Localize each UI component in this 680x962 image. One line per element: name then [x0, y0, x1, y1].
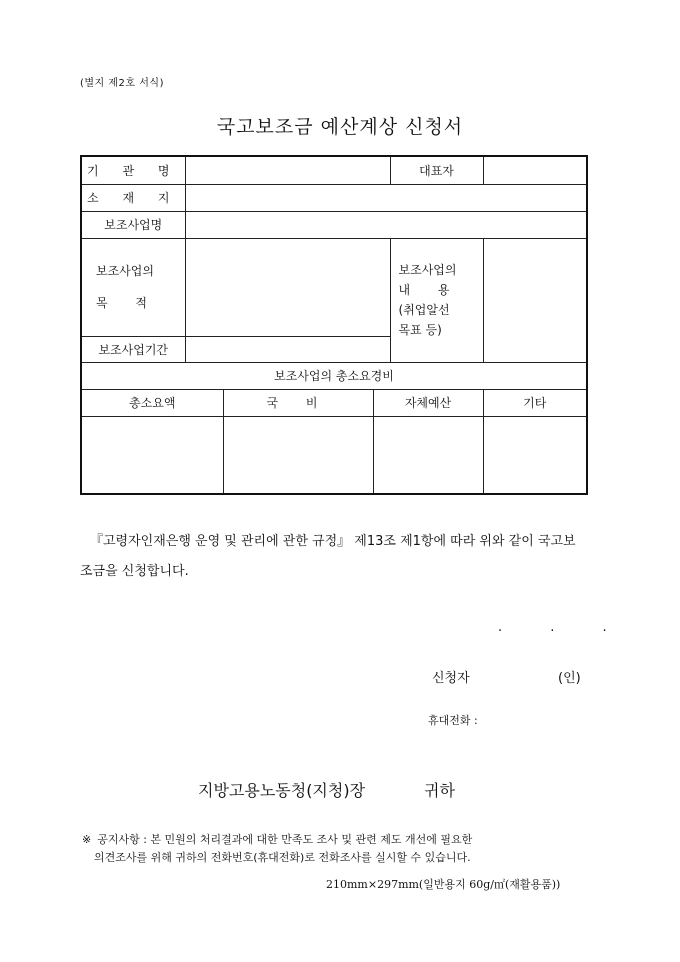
other-value[interactable]	[483, 416, 587, 494]
seal-label: (인)	[558, 671, 581, 686]
institution-label: 기 관 명	[81, 156, 185, 184]
phone-label: 휴대전화 :	[428, 714, 478, 727]
representative-label: 대표자	[390, 156, 483, 184]
purpose-label	[81, 238, 185, 336]
project-name-label: 보조사업명	[81, 211, 185, 238]
form-number: (별지 제2호 서식)	[80, 78, 164, 89]
date-field[interactable]: . . .	[498, 620, 629, 635]
purpose-label-line2: 목 적	[96, 296, 159, 310]
col-national-header: 국 비	[223, 389, 373, 416]
application-table	[80, 155, 588, 495]
content-label-line4: 목표 등)	[398, 323, 442, 337]
total-value[interactable]	[81, 416, 223, 494]
col-total-header: 총소요액	[81, 389, 223, 416]
content-label-line1: 보조사업의	[398, 263, 457, 277]
self-value[interactable]	[373, 416, 483, 494]
body-text: 『고령자인재은행 운영 및 관리에 관한 규정』 제13조 제1항에 따라 위와 같이 국고보조금을 신청합니다.	[80, 534, 576, 579]
notice-line2: 의견조사를 위해 귀하의 전화번호(휴대전화)로 전화조사를 실시할 수 있습니다.	[94, 851, 471, 864]
col-self-header: 자체예산	[373, 389, 483, 416]
notice-mark: ※	[82, 833, 92, 846]
purpose-value[interactable]	[185, 238, 390, 336]
notice-line1: 공지사항 : 본 민원의 처리결과에 대한 만족도 조사 및 관련 제도 개선에 필요한	[97, 833, 473, 846]
total-cost-header: 보조사업의 총소요경비	[81, 362, 587, 389]
representative-value[interactable]	[483, 156, 587, 184]
institution-value[interactable]	[185, 156, 390, 184]
addressee-suffix: 귀하	[424, 781, 455, 800]
period-label: 보조사업기간	[81, 336, 185, 362]
notice	[82, 831, 602, 867]
national-value[interactable]	[223, 416, 373, 494]
col-other-header: 기타	[483, 389, 587, 416]
content-label	[390, 238, 483, 362]
location-value[interactable]	[185, 184, 587, 211]
period-value[interactable]	[185, 336, 390, 362]
content-value[interactable]	[483, 238, 587, 362]
project-name-value[interactable]	[185, 211, 587, 238]
applicant-label: 신청자	[432, 671, 470, 686]
location-label: 소 재 지	[81, 184, 185, 211]
addressee: 지방고용노동청(지청)장	[198, 781, 366, 800]
content-label-line3: (취업알선	[398, 303, 450, 317]
paper-spec: 210mm×297mm(일반용지 60g/㎡(재활용품))	[326, 878, 561, 891]
document-title: 국고보조금 예산계상 신청서	[216, 116, 464, 138]
content-label-line2: 내 용	[398, 283, 462, 297]
purpose-label-line1: 보조사업의	[96, 264, 154, 278]
